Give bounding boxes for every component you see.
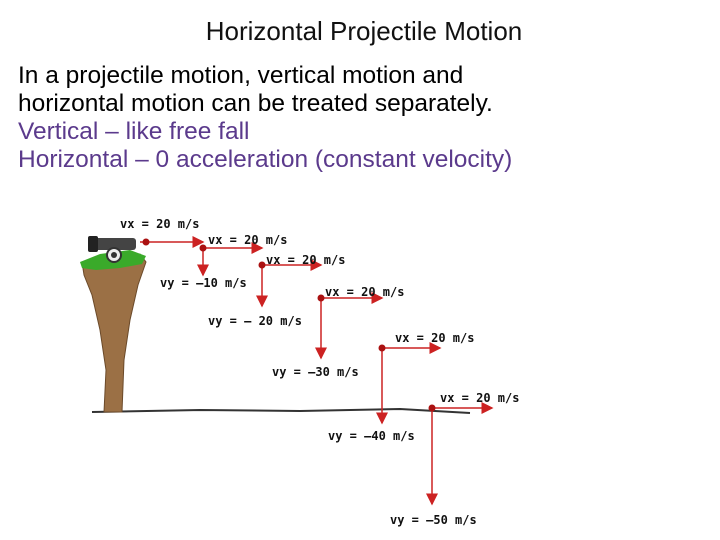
ball-position — [429, 405, 436, 412]
vx-label: vx = 20 m/s — [208, 233, 288, 247]
ball-position — [200, 245, 207, 252]
ball-position — [318, 295, 325, 302]
vy-label: vy = –40 m/s — [328, 429, 415, 443]
vy-label: vy = – 20 m/s — [208, 314, 302, 328]
slide-title: Horizontal Projectile Motion — [205, 16, 523, 46]
vx-label: vx = 20 m/s — [440, 391, 520, 405]
ball-position — [259, 262, 266, 269]
ground-line — [92, 409, 470, 413]
cliff — [82, 254, 146, 412]
vx-label: vx = 20 m/s — [120, 217, 200, 231]
body-line-4: Horizontal – 0 acceleration (constant velocity) — [18, 146, 513, 173]
vy-label: vy = –50 m/s — [390, 513, 477, 527]
ball-position — [143, 239, 150, 246]
body-line-3: Vertical – like free fall — [18, 118, 250, 145]
vx-label: vx = 20 m/s — [266, 253, 346, 267]
vy-label: vy = –10 m/s — [160, 276, 247, 290]
vx-label: vx = 20 m/s — [395, 331, 475, 345]
vx-label: vx = 20 m/s — [325, 285, 405, 299]
body-line-2: horizontal motion can be treated separately. — [18, 90, 493, 117]
vy-label: vy = –30 m/s — [272, 365, 359, 379]
body-line-1: In a projectile motion, vertical motion and — [18, 62, 464, 89]
ball-position — [379, 345, 386, 352]
